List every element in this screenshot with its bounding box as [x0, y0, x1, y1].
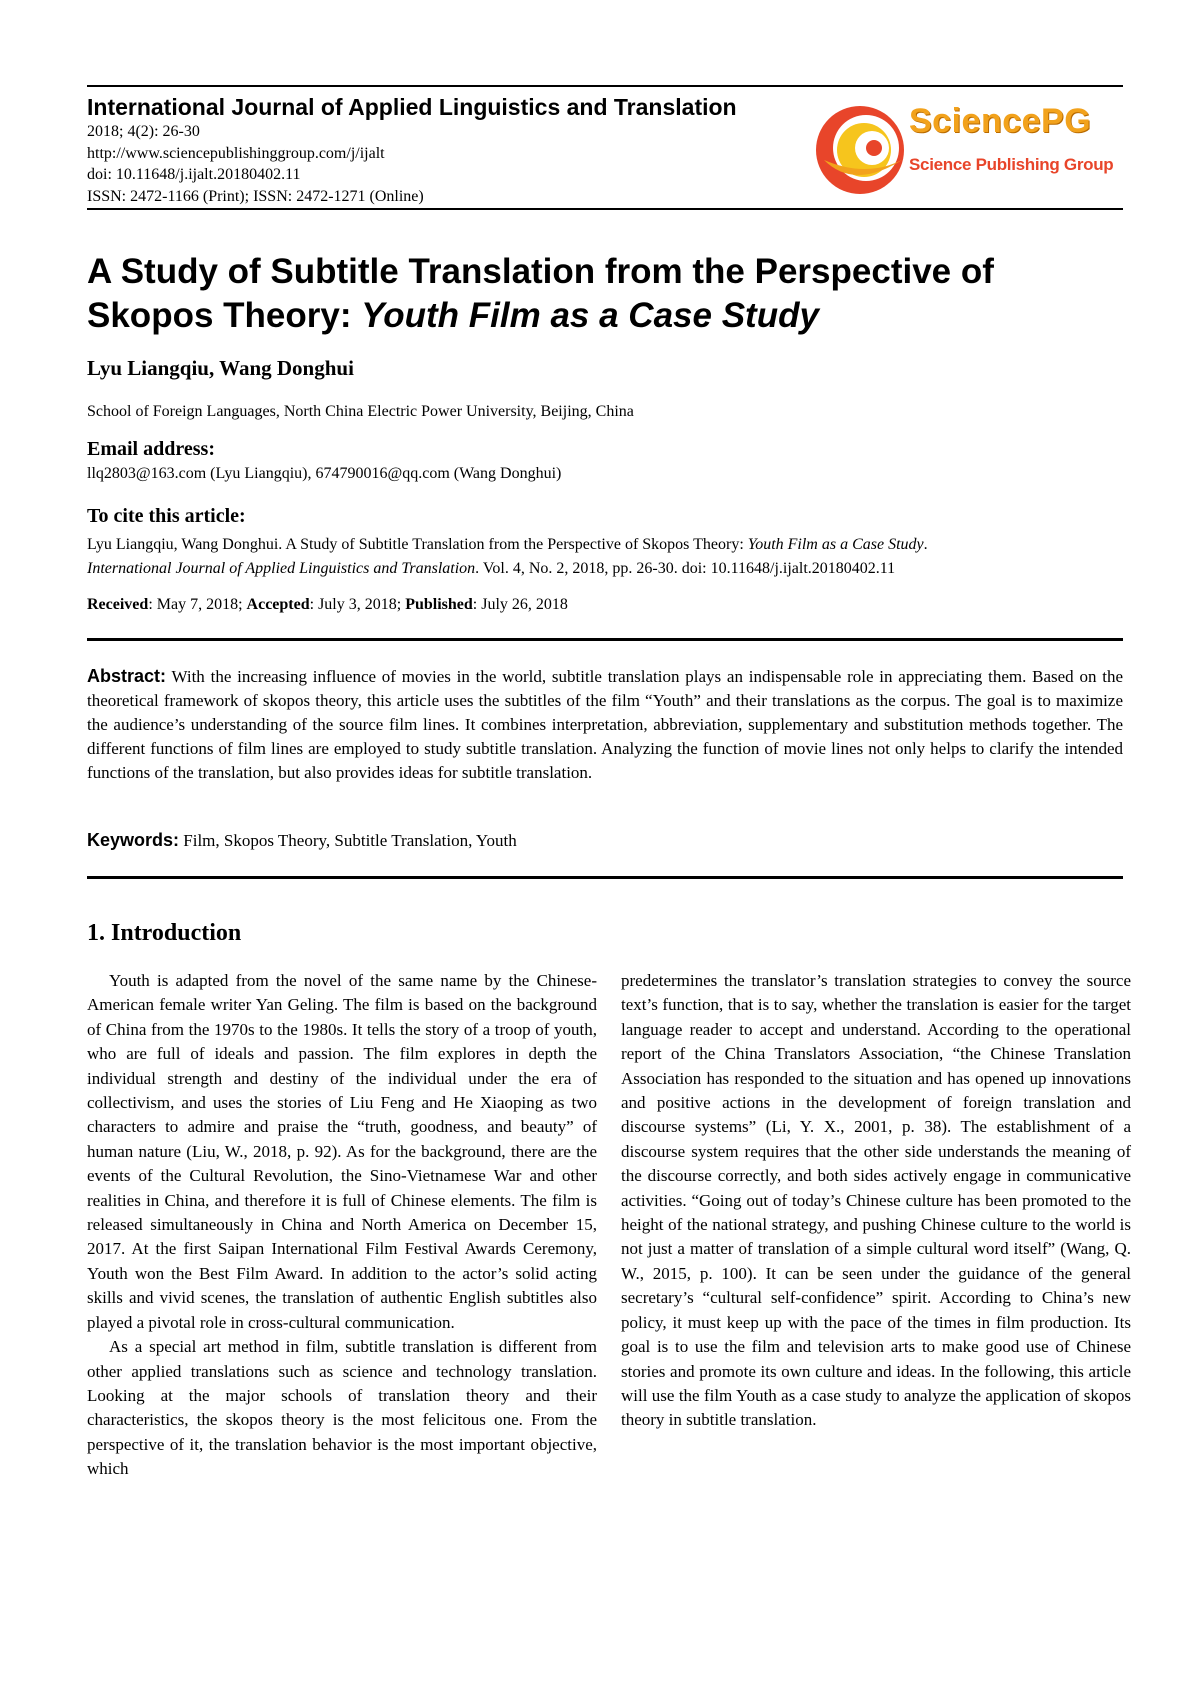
- cite-heading: To cite this article:: [87, 505, 246, 527]
- received-date: : May 7, 2018;: [148, 596, 247, 613]
- abstract-top-rule: [87, 638, 1123, 641]
- title-italic: Youth Film as a Case Study: [361, 296, 819, 335]
- keywords: [87, 830, 517, 851]
- accepted-date: : July 3, 2018;: [309, 596, 406, 613]
- article-title: [87, 250, 1123, 338]
- published-date: : July 26, 2018: [472, 596, 568, 613]
- left-column: [87, 969, 597, 1482]
- sciencepg-logo: [814, 98, 1124, 198]
- cite-journal-italic: International Journal of Applied Linguistics and Translation: [87, 560, 476, 577]
- doi-line: doi: 10.11648/j.ijalt.20180402.11: [87, 166, 301, 183]
- header-rule: [87, 208, 1123, 210]
- abstract-label: Abstract:: [87, 666, 167, 686]
- affiliation: School of Foreign Languages, North China Electric Power University, Beijing, China: [87, 403, 634, 420]
- received-label: Received: [87, 596, 149, 613]
- authors: Lyu Liangqiu, Wang Donghui: [87, 356, 354, 380]
- journal-meta: [87, 121, 424, 207]
- keywords-text: Film, Skopos Theory, Subtitle Translation, Youth: [183, 831, 517, 850]
- cite-line2: . Vol. 4, No. 2, 2018, pp. 26-30. doi: 10.11648/j.ijalt.20180402.11: [475, 560, 896, 577]
- cite-line1: Lyu Liangqiu, Wang Donghui. A Study of Subtitle Translation from the Perspective of Skopos Theory:: [87, 536, 748, 553]
- accepted-label: Accepted: [246, 596, 310, 613]
- email-text: llq2803@163.com (Lyu Liangqiu), 674790016@qq.com (Wang Donghui): [87, 465, 562, 482]
- journal-url[interactable]: http://www.sciencepublishinggroup.com/j/ijalt: [87, 144, 385, 162]
- logo-name: SciencePG: [909, 102, 1092, 140]
- cite-line1-end: .: [923, 536, 928, 553]
- logo-subtitle: Science Publishing Group: [909, 155, 1114, 174]
- right-column: [621, 969, 1131, 1433]
- top-rule: [87, 85, 1123, 87]
- published-label: Published: [405, 596, 473, 613]
- article-dates: [87, 596, 568, 614]
- issue-line: 2018; 4(2): 26-30: [87, 123, 200, 140]
- abstract-bottom-rule: [87, 876, 1123, 879]
- title-main: A Study of Subtitle Translation from the Perspective of Skopos Theory:: [87, 252, 994, 335]
- issn-line: ISSN: 2472-1166 (Print); ISSN: 2472-1271 (Online): [87, 187, 424, 205]
- intro-paragraph-1: Youth is adapted from the novel of the same name by the Chinese-American female writer Yan Geling. The film is based on the background of China from the 1970s to the 1980s. It tells the story of a troop of youth, who are full of ideals and passion. The film explores in depth the individual strength and destiny of the individual under the era of collectivism, and uses the stories of Liu Feng and He Xiaoping as two characters to admire and praise the “truth, goodness, and beauty” of human nature (Liu, W., 2018, p. 92). As for the background, there are the events of the Cultural Revolution, the Sino-Vietnamese War and other realities in China, and therefore it is full of Chinese elements. The film is released simultaneously in China and North America on December 15, 2017. At the first Saipan International Film Festival Awards Ceremony, Youth won the Best Film Award. In addition to the actor’s solid acting skills and vivid scenes, the translation of authentic English subtitles also played a pivotal role in cross-cultural communication.: [87, 971, 597, 1332]
- email-heading: Email address:: [87, 438, 215, 460]
- cite-title-italic: Youth Film as a Case Study: [747, 536, 924, 553]
- citation: [87, 533, 928, 581]
- abstract-text: With the increasing influence of movies in the world, subtitle translation plays an indispensable role in appreciating them. Based on the theoretical framework of skopos theory, this article uses the subtitles of the film “Youth” and their translations as the corpus. The goal is to maximize the audience’s understanding of the source film lines. It combines interpretation, abbreviation, supplementary and substitution methods together. The different functions of film lines are employed to study subtitle translation. Analyzing the function of movie lines not only helps to clarify the intended functions of the translation, but also provides ideas for subtitle translation.: [87, 667, 1123, 782]
- section-heading-introduction: 1. Introduction: [87, 920, 242, 946]
- journal-name: International Journal of Applied Linguistics and Translation: [87, 94, 737, 120]
- abstract: [87, 664, 1123, 785]
- keywords-label: Keywords:: [87, 830, 180, 850]
- paper-page: [87, 0, 1131, 1698]
- intro-paragraph-2: As a special art method in film, subtitle translation is different from other applied translations such as science and technology translation. Looking at the major schools of translation theory and their characteristics, the skopos theory is the most felicitous one. From the perspective of it, the translation behavior is the most important objective, which: [87, 1337, 597, 1479]
- sciencepg-emblem-icon: [814, 98, 906, 198]
- intro-paragraph-2-continued: predetermines the translator’s translation strategies to convey the source text’s function, that is to say, whether the translation is easier for the target language reader to accept and understand. According to the operational report of the China Translators Association, “the Chinese Translation Association has responded to the situation and has opened up innovations and positive actions in the development of foreign translation and discourse systems” (Li, Y. X., 2001, p. 38). The establishment of a discourse system requires that the other side understands the meaning of the discourse correctly, and both sides actively engage in communicative activities. “Going out of today’s Chinese culture has been promoted to the height of the national strategy, and pushing Chinese culture to the world is not just a matter of translation of a simple cultural word itself” (Wang, Q. W., 2015, p. 100). It can be seen under the guidance of the general secretary’s “cultural self-confidence” spirit. According to China’s new policy, it must keep up with the pace of the times in film production. Its goal is to use the film and television arts to make good use of Chinese stories and promote its own culture and ideas. In the following, this article will use the film Youth as a case study to analyze the application of skopos theory in subtitle translation.: [621, 971, 1131, 1430]
